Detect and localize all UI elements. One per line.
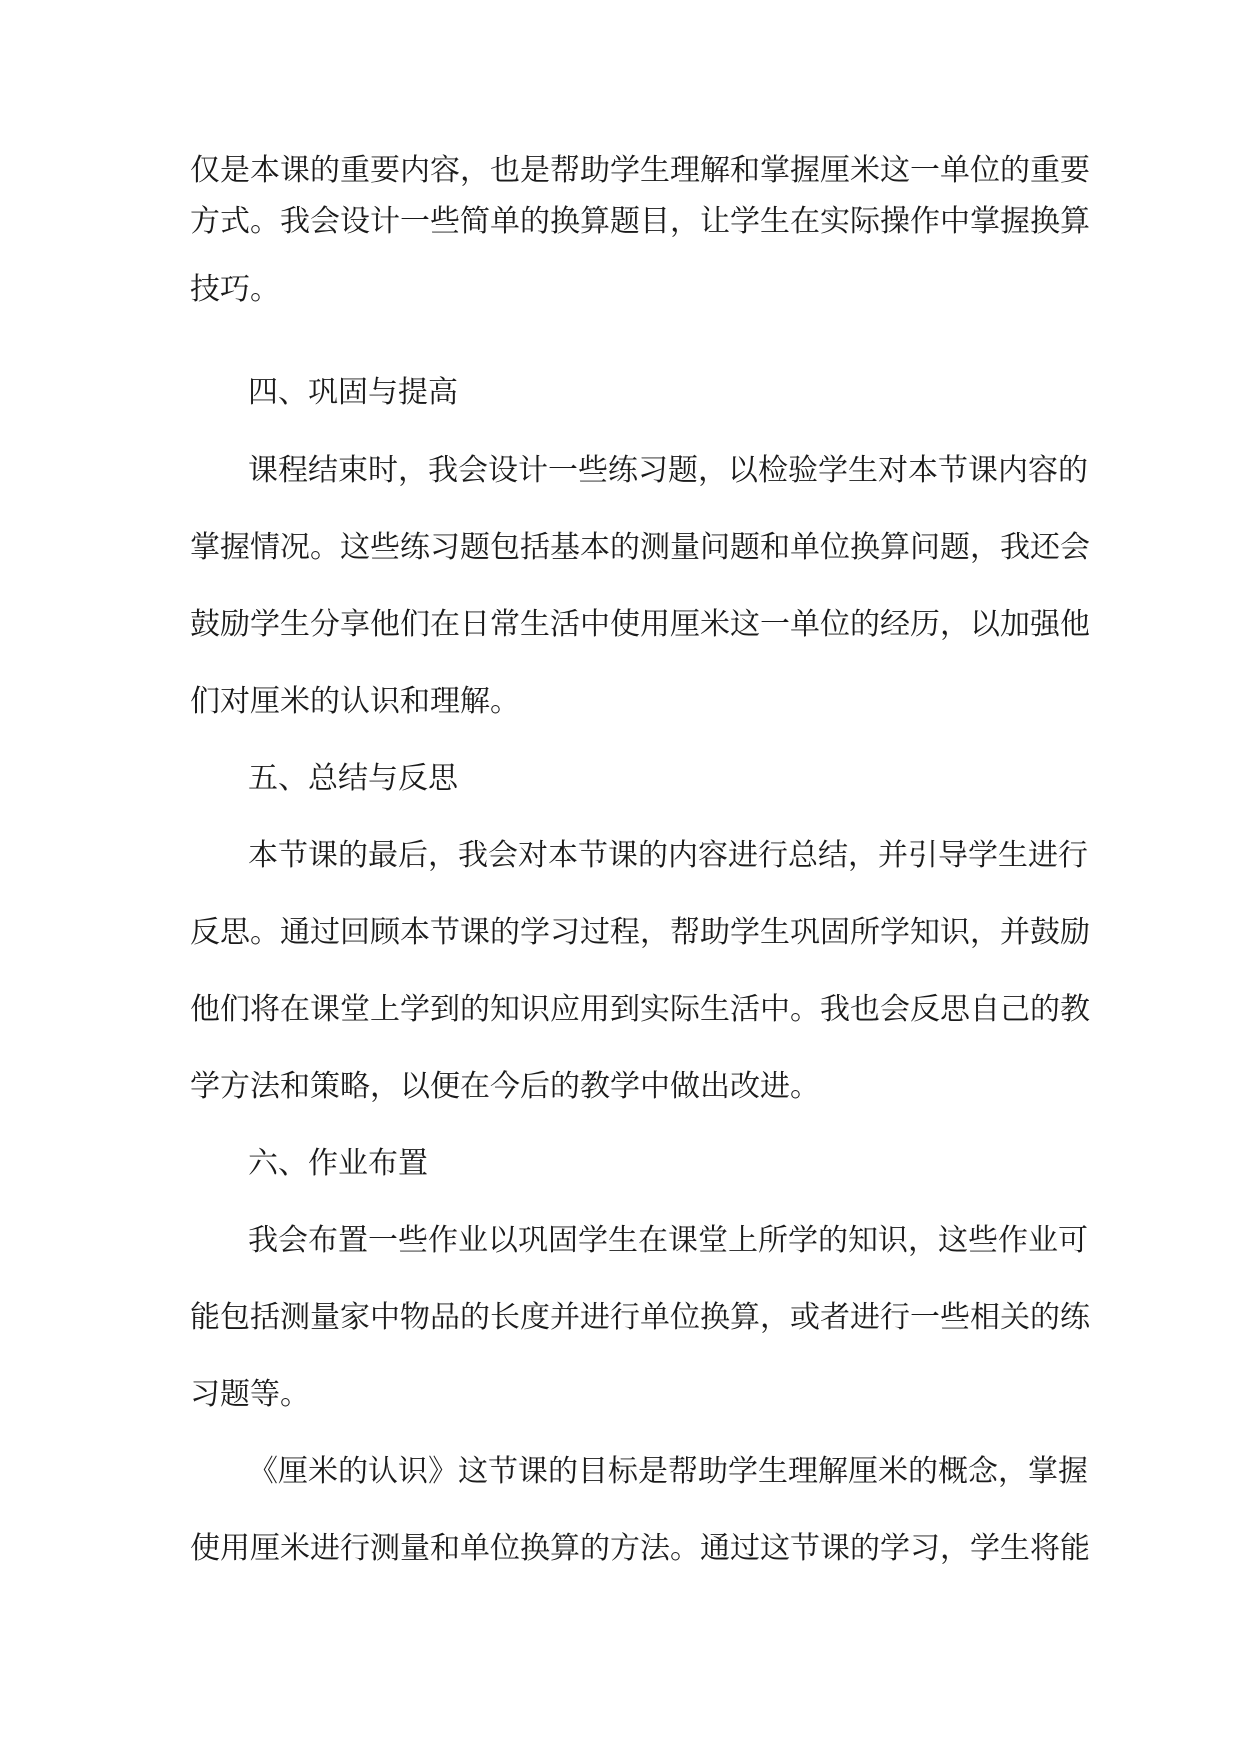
section-heading-4: 四、巩固与提高 xyxy=(248,375,458,410)
paragraph-line: 掌握情况。这些练习题包括基本的测量问题和单位换算问题，我还会 xyxy=(190,530,1090,565)
paragraph-line: 仅是本课的重要内容，也是帮助学生理解和掌握厘米这一单位的重要 xyxy=(190,153,1090,188)
paragraph-line: 课程结束时，我会设计一些练习题，以检验学生对本节课内容的 xyxy=(248,453,1088,488)
paragraph-line: 鼓励学生分享他们在日常生活中使用厘米这一单位的经历，以加强他 xyxy=(190,607,1090,642)
paragraph-line: 学方法和策略，以便在今后的教学中做出改进。 xyxy=(190,1069,820,1104)
paragraph-line: 他们将在课堂上学到的知识应用到实际生活中。我也会反思自己的教 xyxy=(190,992,1090,1027)
section-heading-6: 六、作业布置 xyxy=(248,1146,428,1181)
section-heading-5: 五、总结与反思 xyxy=(248,761,458,796)
paragraph-line: 习题等。 xyxy=(190,1377,310,1412)
paragraph-line: 《厘米的认识》这节课的目标是帮助学生理解厘米的概念，掌握 xyxy=(248,1454,1088,1489)
paragraph-line: 技巧。 xyxy=(190,272,280,307)
paragraph-line: 方式。我会设计一些简单的换算题目，让学生在实际操作中掌握换算 xyxy=(190,204,1090,239)
paragraph-line: 使用厘米进行测量和单位换算的方法。通过这节课的学习，学生将能 xyxy=(190,1531,1090,1566)
paragraph-line: 本节课的最后，我会对本节课的内容进行总结，并引导学生进行 xyxy=(248,838,1088,873)
paragraph-line: 们对厘米的认识和理解。 xyxy=(190,684,520,719)
paragraph-line: 反思。通过回顾本节课的学习过程，帮助学生巩固所学知识，并鼓励 xyxy=(190,915,1090,950)
paragraph-line: 能包括测量家中物品的长度并进行单位换算，或者进行一些相关的练 xyxy=(190,1300,1090,1335)
paragraph-line: 我会布置一些作业以巩固学生在课堂上所学的知识，这些作业可 xyxy=(248,1223,1088,1258)
